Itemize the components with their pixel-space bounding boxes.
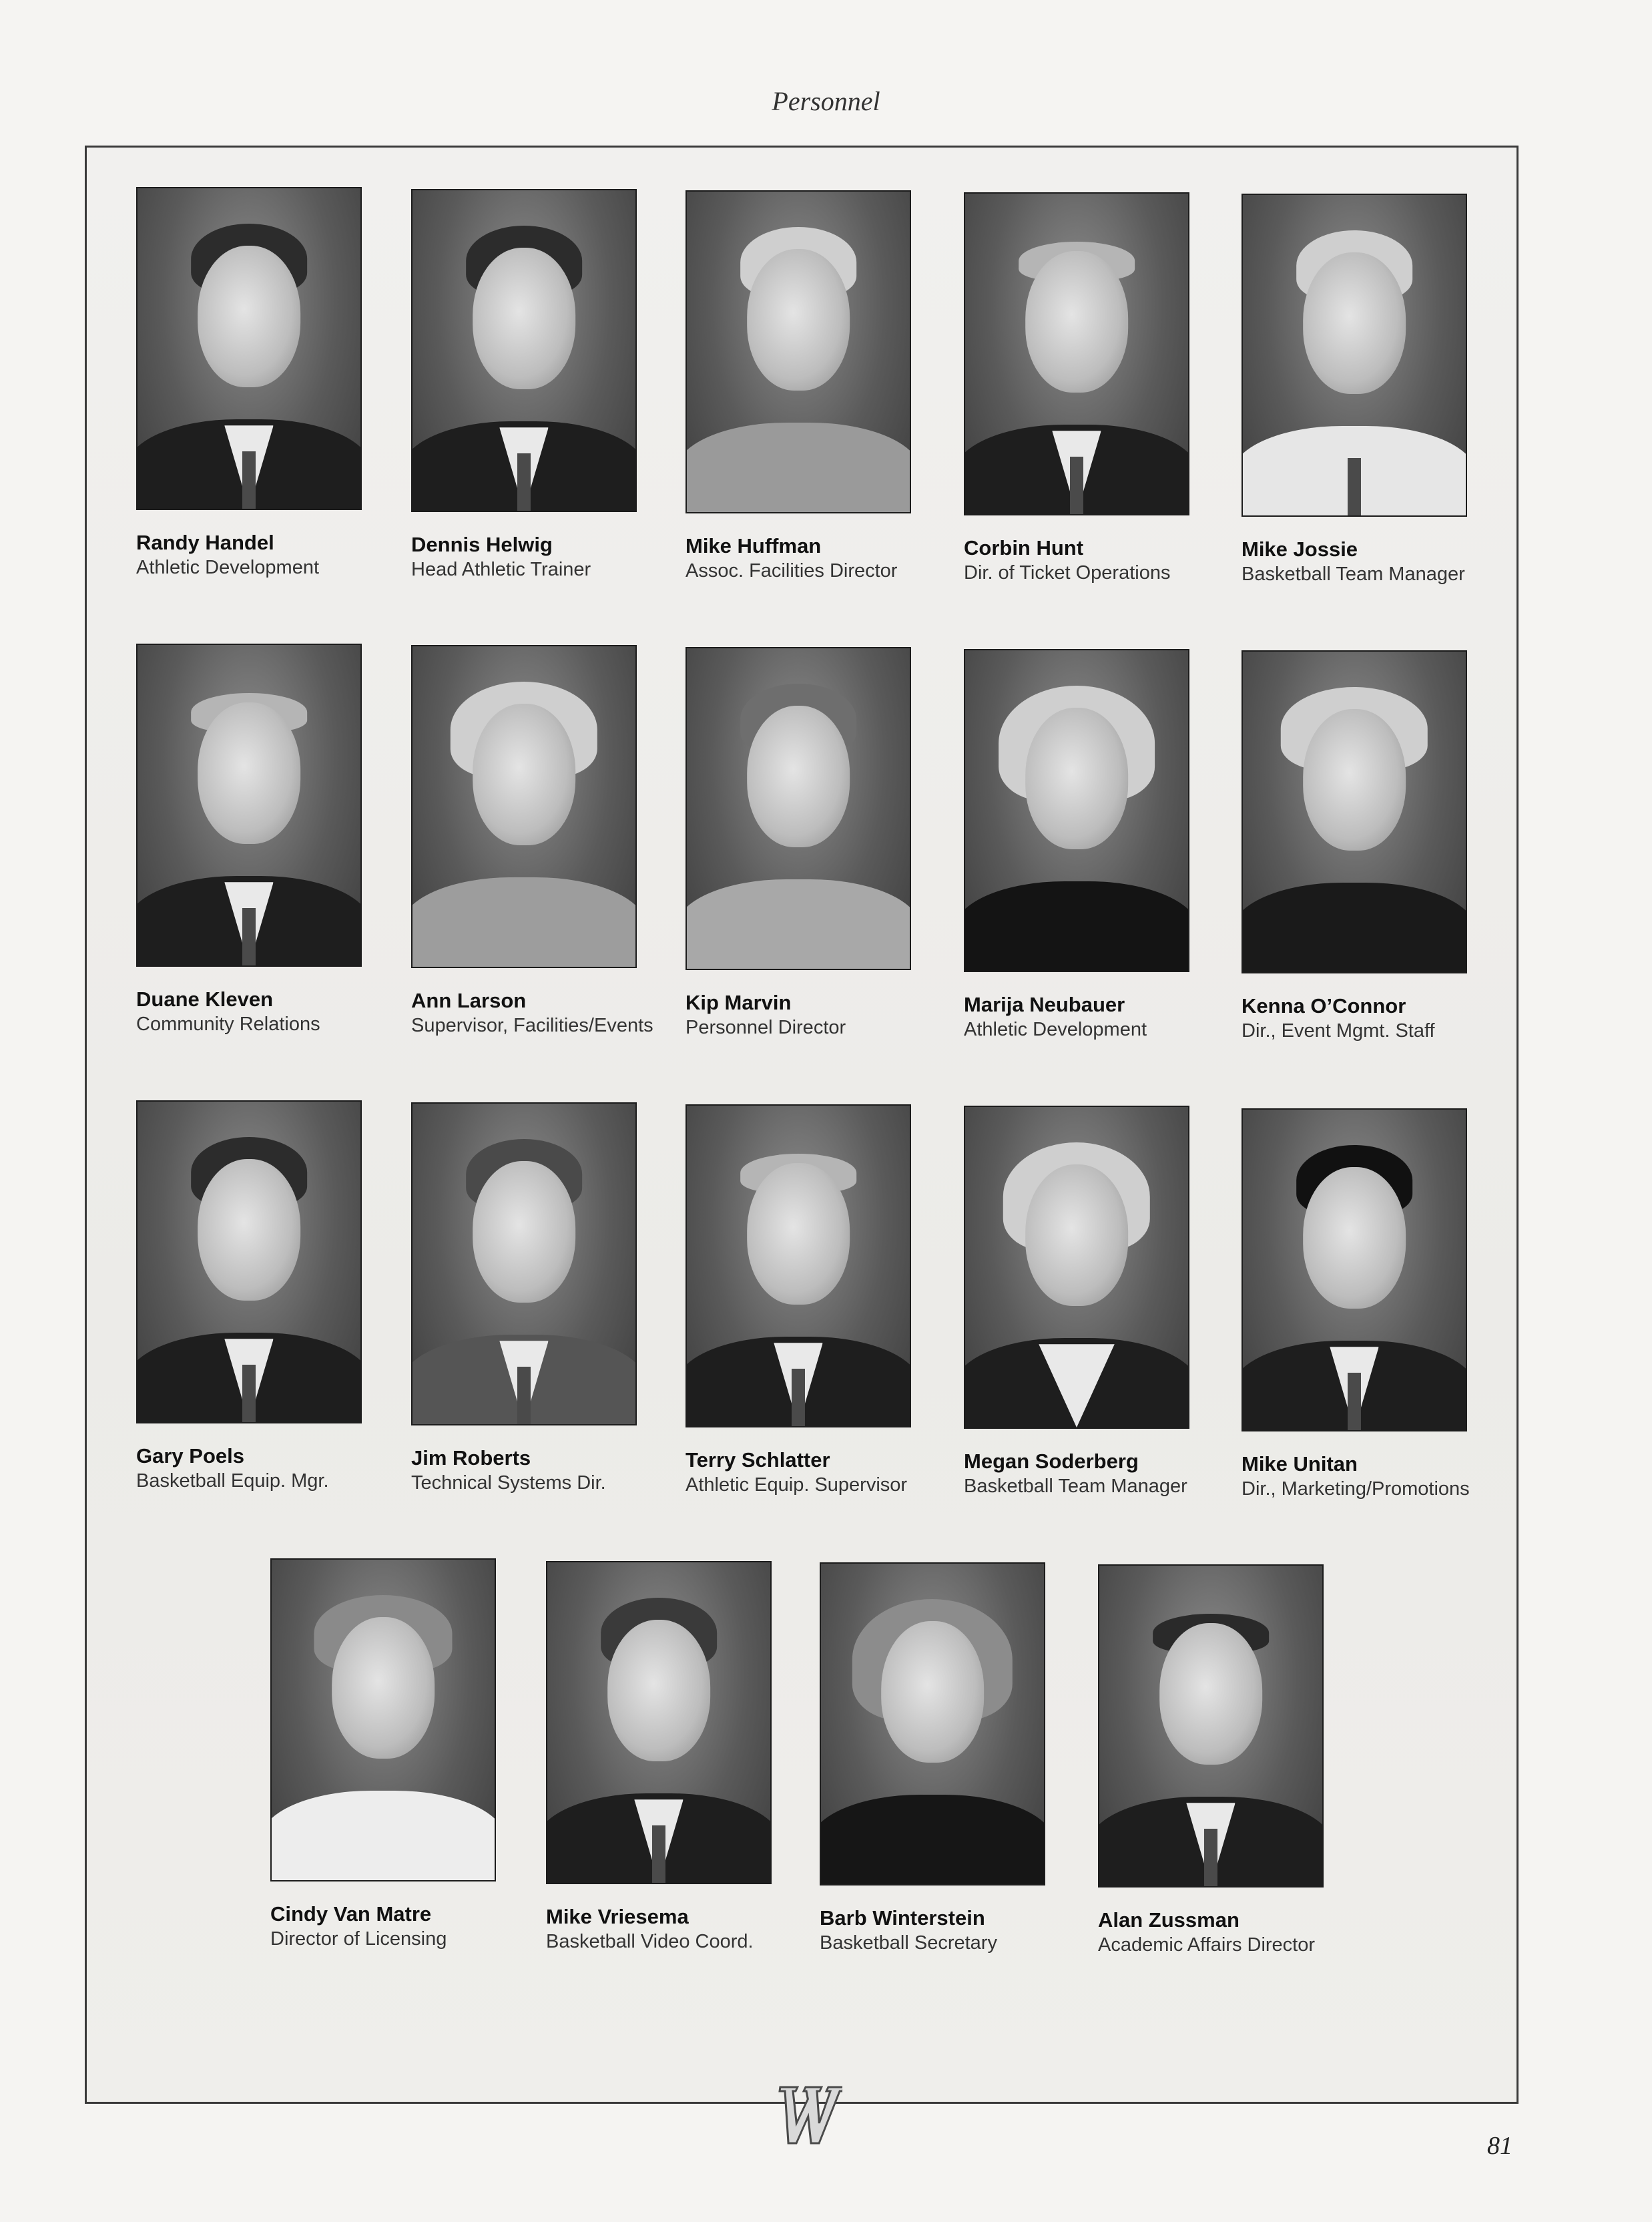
staff-name: Terry Schlatter (685, 1448, 830, 1472)
staff-card-marija-neubauer (964, 649, 1189, 1042)
staff-photo (270, 1558, 496, 1881)
staff-name: Corbin Hunt (964, 536, 1084, 560)
staff-card-corbin-hunt (964, 192, 1189, 585)
staff-title: Athletic Development (964, 1019, 1147, 1040)
staff-title: Basketball Team Manager (1242, 564, 1465, 585)
staff-card-jim-roberts (411, 1102, 637, 1495)
staff-title: Basketball Secretary (820, 1932, 997, 1954)
staff-card-barb-winterstein (820, 1562, 1045, 1955)
staff-name: Kip Marvin (685, 991, 792, 1014)
staff-card-alan-zussman (1098, 1564, 1324, 1957)
staff-name: Mike Vriesema (546, 1905, 689, 1928)
staff-title: Technical Systems Dir. (411, 1472, 606, 1494)
staff-name: Barb Winterstein (820, 1906, 985, 1930)
staff-title: Dir. of Ticket Operations (964, 562, 1171, 584)
staff-name: Dennis Helwig (411, 533, 553, 556)
staff-photo (411, 645, 637, 968)
staff-title: Athletic Development (136, 557, 320, 578)
staff-photo (685, 647, 911, 970)
staff-photo (820, 1562, 1045, 1885)
page-number: 81 (1487, 2132, 1512, 2160)
staff-title: Athletic Equip. Supervisor (685, 1474, 908, 1496)
staff-photo (411, 1102, 637, 1425)
staff-card-randy-handel (136, 187, 362, 580)
staff-title: Basketball Equip. Mgr. (136, 1470, 329, 1492)
staff-name: Megan Soderberg (964, 1450, 1139, 1473)
staff-title: Basketball Team Manager (964, 1476, 1187, 1497)
staff-photo (964, 649, 1189, 972)
staff-photo (136, 187, 362, 510)
staff-title: Dir., Marketing/Promotions (1242, 1478, 1470, 1500)
staff-card-cindy-van-matre (270, 1558, 496, 1951)
staff-card-mike-vriesema (546, 1561, 772, 1954)
staff-photo (1242, 1108, 1467, 1431)
staff-name: Randy Handel (136, 531, 274, 554)
staff-photo (964, 1106, 1189, 1429)
staff-photo (685, 190, 911, 513)
staff-title: Supervisor, Facilities/Events (411, 1015, 653, 1036)
staff-name: Mike Huffman (685, 534, 822, 558)
staff-title: Head Athletic Trainer (411, 559, 591, 580)
staff-card-mike-unitan (1242, 1108, 1470, 1501)
staff-name: Ann Larson (411, 989, 527, 1012)
staff-photo (964, 192, 1189, 515)
staff-name: Kenna O’Connor (1242, 994, 1406, 1018)
staff-title: Basketball Video Coord. (546, 1931, 754, 1952)
staff-title: Community Relations (136, 1014, 320, 1035)
staff-card-terry-schlatter (685, 1104, 911, 1497)
staff-photo (546, 1561, 772, 1884)
staff-name: Mike Unitan (1242, 1452, 1358, 1476)
staff-photo (136, 644, 362, 967)
staff-photo (1242, 194, 1467, 517)
staff-name: Mike Jossie (1242, 537, 1358, 561)
staff-card-kenna-oconnor (1242, 650, 1467, 1043)
staff-photo (411, 189, 637, 512)
staff-name: Alan Zussman (1098, 1908, 1240, 1932)
staff-title: Director of Licensing (270, 1928, 447, 1950)
staff-title: Academic Affairs Director (1098, 1934, 1316, 1956)
staff-name: Gary Poels (136, 1444, 244, 1468)
staff-card-megan-soderberg (964, 1106, 1189, 1498)
w-logo-icon (773, 2082, 842, 2146)
staff-card-mike-huffman (685, 190, 911, 583)
staff-photo (685, 1104, 911, 1427)
staff-card-dennis-helwig (411, 189, 637, 582)
staff-name: Cindy Van Matre (270, 1902, 432, 1926)
staff-card-kip-marvin (685, 647, 911, 1040)
staff-photo (1242, 650, 1467, 973)
staff-photo (136, 1100, 362, 1423)
staff-name: Marija Neubauer (964, 993, 1125, 1016)
staff-card-mike-jossie (1242, 194, 1467, 586)
staff-card-duane-kleven (136, 644, 362, 1036)
section-title: Personnel (772, 86, 880, 116)
staff-title: Personnel Director (685, 1017, 846, 1038)
staff-card-ann-larson (411, 645, 653, 1038)
staff-name: Duane Kleven (136, 987, 274, 1011)
staff-title: Dir., Event Mgmt. Staff (1242, 1020, 1435, 1042)
staff-card-gary-poels (136, 1100, 362, 1493)
staff-name: Jim Roberts (411, 1446, 531, 1470)
staff-title: Assoc. Facilities Director (685, 560, 898, 582)
staff-photo (1098, 1564, 1324, 1887)
